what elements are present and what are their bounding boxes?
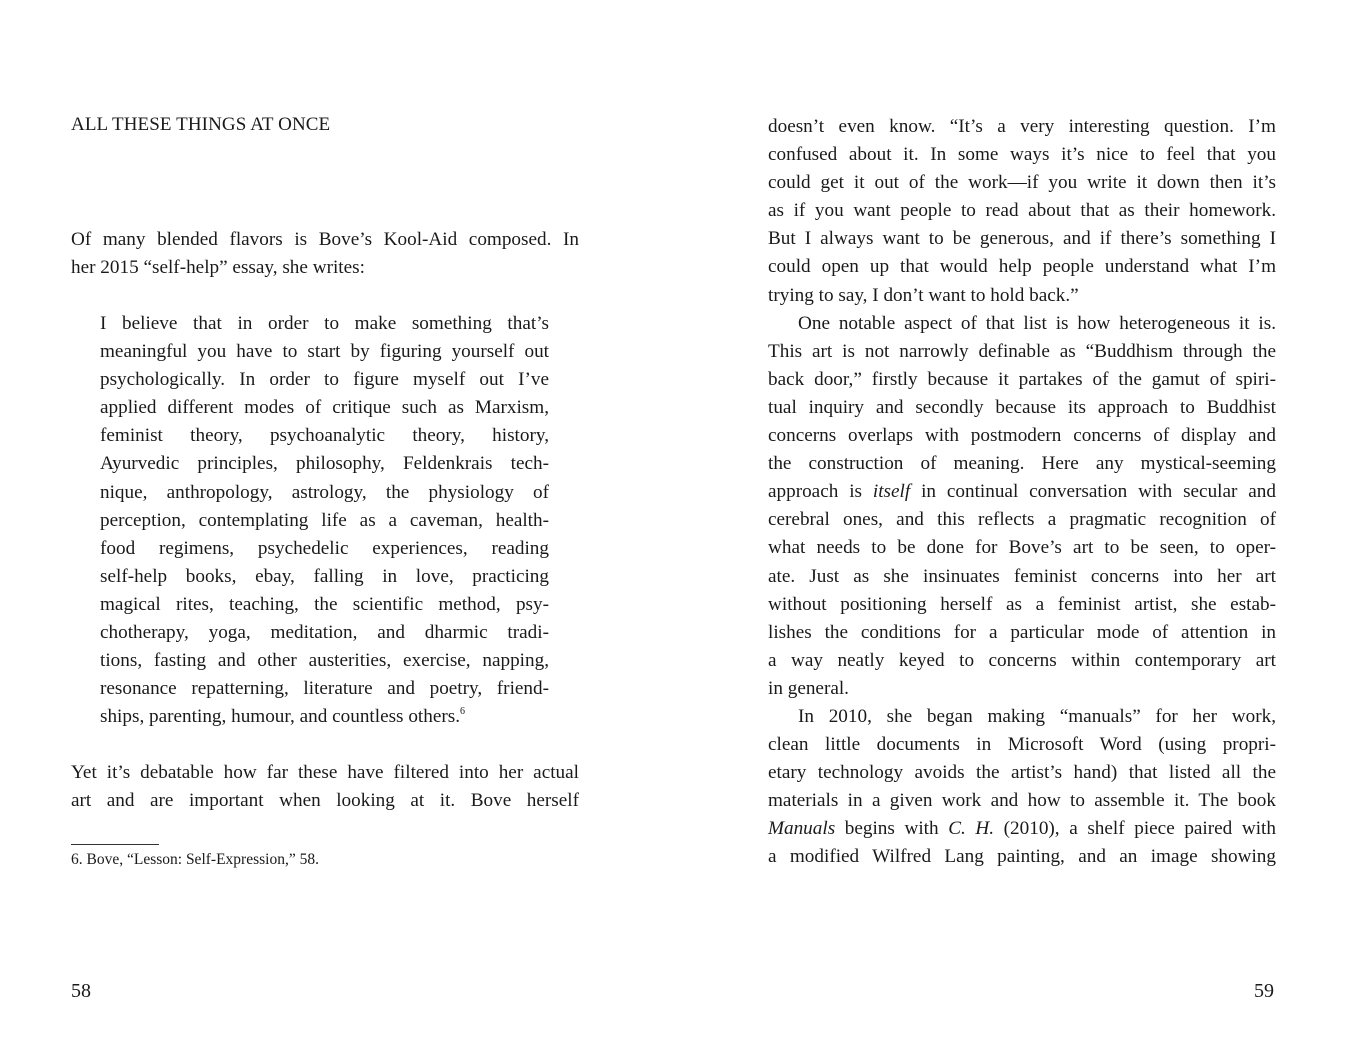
quote-line: chotherapy, yoga, meditation, and dharmic tradi- (100, 622, 549, 644)
text-line: ate. Just as she insinuates feminist concerns into her art (768, 565, 1276, 587)
text-line: Of many blended flavors is Bove’s Kool-Aid composed. In (71, 229, 579, 250)
text-line: Yet it’s debatable how far these have filtered into her actual (71, 762, 579, 783)
right-page (673, 0, 1346, 1045)
quote-line-text: ships, parenting, humour, and countless others. (100, 706, 461, 728)
text-line: art and are important when looking at it. Bove herself (71, 790, 579, 812)
footnote-marker[interactable]: 6 (460, 706, 466, 718)
text-line: her 2015 “self-help” essay, she writes: (71, 257, 365, 279)
text-segment: approach is (768, 481, 873, 503)
quote-line (100, 703, 549, 731)
artwork-title-italic: C. H. (948, 818, 995, 840)
text-line: confused about it. In some ways it’s nice to feel that you (768, 144, 1276, 166)
text-line: One notable aspect of that list is how heterogeneous it is. (798, 312, 1276, 334)
intro-paragraph (71, 226, 579, 282)
text-line (768, 478, 1276, 506)
text-segment: (2010), a shelf piece paired with (994, 818, 1276, 840)
body-text (768, 113, 1276, 872)
text-line: trying to say, I don’t want to hold back.” (768, 284, 1079, 306)
text-line: In 2010, she began making “manuals” for her work, (798, 705, 1276, 727)
text-line: without positioning herself as a feminist artist, she estab- (768, 593, 1276, 615)
text-line: lishes the conditions for a particular mode of attention in (768, 621, 1276, 643)
quote-line: tions, fasting and other austerities, exercise, napping, (100, 650, 549, 672)
book-title-italic: Manuals (768, 818, 836, 840)
text-line: a modified Wilfred Lang painting, and an image showing (768, 846, 1276, 868)
running-head: ALL THESE THINGS AT ONCE (71, 114, 331, 135)
quote-line: psychologically. In order to figure myself out I’ve (100, 369, 549, 391)
quote-line: self-help books, ebay, falling in love, practicing (100, 565, 549, 587)
page-number: 59 (1254, 980, 1274, 1002)
text-segment: in continual conversation with secular and (910, 481, 1276, 503)
text-line: what needs to be done for Bove’s art to be seen, to oper- (768, 537, 1276, 559)
footnote: 6. Bove, “Lesson: Self-Expression,” 58. (71, 851, 319, 868)
block-quote (100, 310, 549, 731)
text-segment: begins with (835, 818, 949, 840)
text-line: doesn’t even know. “It’s a very interesting question. I’m (768, 116, 1276, 137)
quote-line: nique, anthropology, astrology, the physiology of (100, 481, 549, 503)
quote-line: meaningful you have to start by figuring yourself out (100, 341, 549, 363)
quote-line: applied different modes of critique such as Marxism, (100, 397, 549, 419)
text-line: concerns overlaps with postmodern concerns of display and (768, 425, 1276, 447)
text-line: materials in a given work and how to assemble it. The book (768, 790, 1276, 812)
text-line: etary technology avoids the artist’s hand) that listed all the (768, 762, 1276, 784)
text-line: could get it out of the work—if you write it down then it’s (768, 172, 1276, 194)
text-line (768, 815, 1276, 843)
text-line: the construction of meaning. Here any mystical-seeming (768, 453, 1276, 475)
quote-line: resonance repatterning, literature and poetry, friend- (100, 678, 549, 700)
quote-line: feminist theory, psychoanalytic theory, history, (100, 425, 549, 447)
quote-line: Ayurvedic principles, philosophy, Feldenkrais tech- (100, 453, 549, 475)
page-number: 58 (71, 980, 91, 1002)
quote-line: magical rites, teaching, the scientific method, psy- (100, 593, 549, 615)
footnote-divider (71, 844, 159, 845)
quote-line: I believe that in order to make something that’s (100, 313, 549, 334)
text-line: clean little documents in Microsoft Word (using propri- (768, 734, 1276, 756)
text-line: tual inquiry and secondly because its approach to Buddhist (768, 396, 1276, 418)
text-line: a way neatly keyed to concerns within contemporary art (768, 649, 1276, 671)
italic-emphasis: itself (872, 481, 911, 503)
text-line: This art is not narrowly definable as “Buddhism through the (768, 340, 1276, 362)
quote-line: perception, contemplating life as a caveman, health- (100, 509, 549, 531)
text-line: in general. (768, 677, 849, 699)
text-line: could open up that would help people understand what I’m (768, 256, 1276, 278)
continuation-paragraph (71, 759, 579, 815)
text-line: But I always want to be generous, and if there’s something I (768, 228, 1276, 250)
text-line: back door,” firstly because it partakes of the gamut of spiri- (768, 368, 1276, 390)
quote-line: food regimens, psychedelic experiences, reading (100, 537, 549, 559)
text-line: as if you want people to read about that as their homework. (768, 200, 1276, 222)
text-line: cerebral ones, and this reflects a pragmatic recognition of (768, 509, 1276, 531)
